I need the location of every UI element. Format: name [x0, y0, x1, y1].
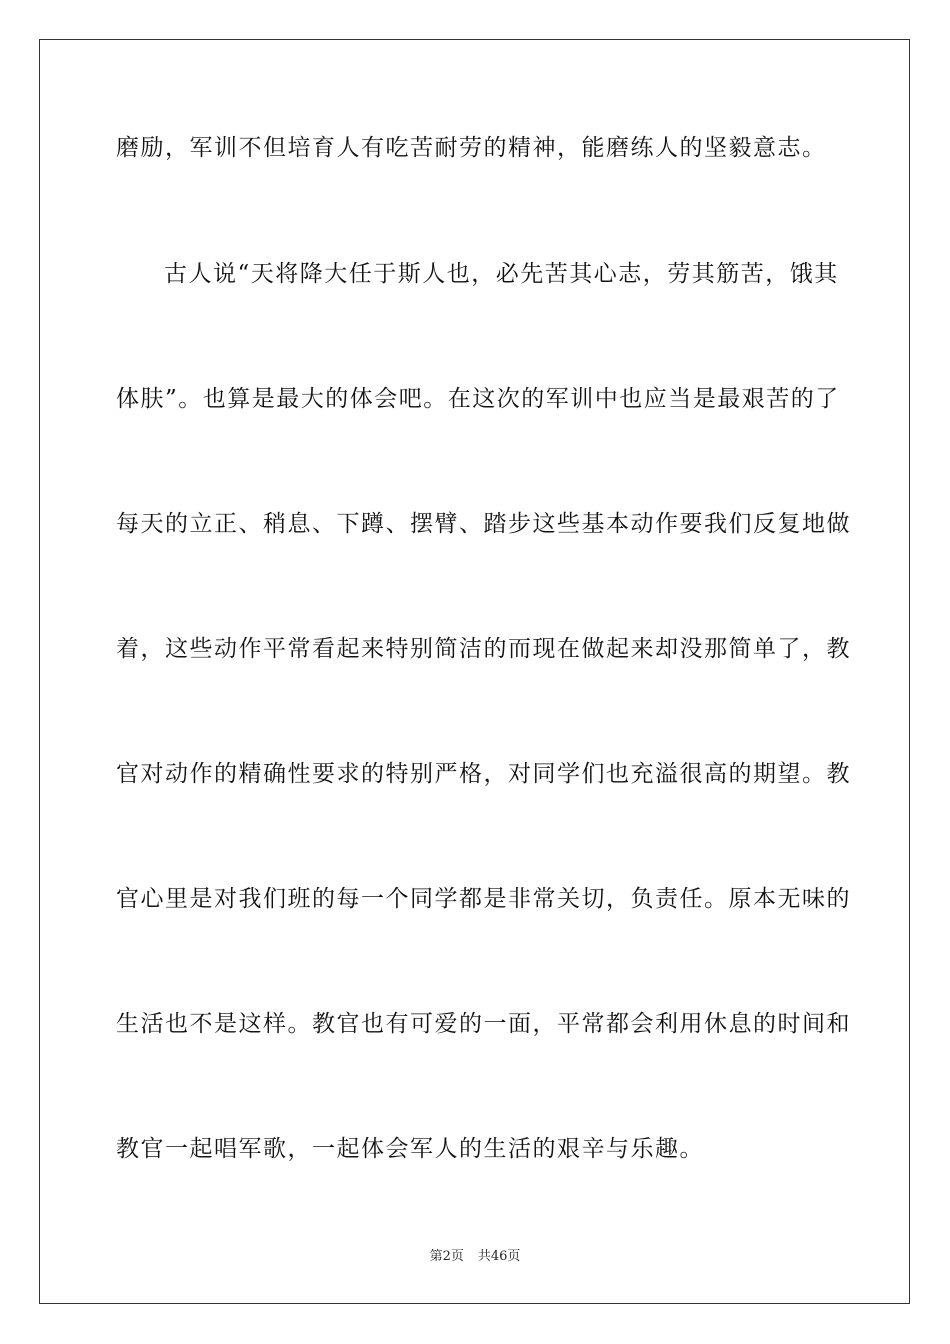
page-border	[39, 39, 910, 1304]
paragraph-line: 着，这些动作平常看起来特别简洁的而现在做起来却没那简单了，教	[116, 636, 851, 662]
page-number: 第2页	[429, 1249, 464, 1264]
paragraph-line: 体肤”。也算是最大的体会吧。在这次的军训中也应当是最艰苦的了	[116, 386, 840, 412]
paragraph-line: 官心里是对我们班的每一个同学都是非常关切，负责任。原本无味的	[116, 886, 851, 912]
paragraph-line: 教官一起唱军歌，一起体会军人的生活的艰辛与乐趣。	[116, 1136, 704, 1162]
paragraph-line: 每天的立正、稍息、下蹲、摆臂、踏步这些基本动作要我们反复地做	[116, 511, 851, 537]
page-footer	[0, 1248, 950, 1266]
paragraph-line: 磨励，军训不但培育人有吃苦耐劳的精神，能磨练人的坚毅意志。	[116, 135, 827, 161]
paragraph-line: 生活也不是这样。教官也有可爱的一面，平常都会利用休息的时间和	[116, 1011, 851, 1037]
paragraph-line: 古人说“天将降大任于斯人也，必先苦其心志，劳其筋苦，饿其	[164, 261, 839, 287]
page-total: 共46页	[477, 1249, 521, 1264]
paragraph-line: 官对动作的精确性要求的特别严格，对同学们也充溢很高的期望。教	[116, 761, 851, 787]
